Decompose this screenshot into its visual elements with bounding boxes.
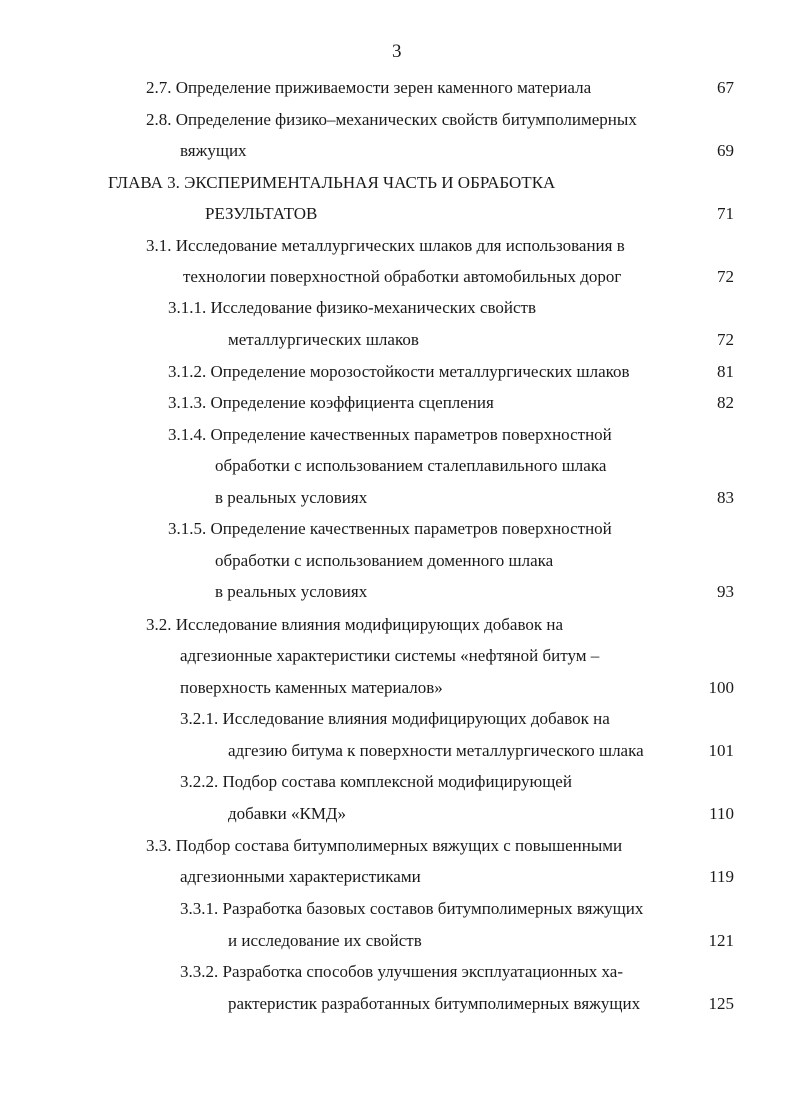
- toc-page-number: 119: [709, 867, 734, 886]
- toc-entry-line: обработки с использованием сталеплавильного шлака: [215, 456, 607, 475]
- toc-entry-line: добавки «КМД»: [228, 804, 347, 823]
- toc-entry-line: рактеристик разработанных битумполимерных вяжущих: [228, 994, 641, 1013]
- toc-page-number: 72: [717, 267, 734, 286]
- toc-entry-line: 3.1. Исследование металлургических шлаков для использования в: [146, 236, 625, 255]
- toc-entry-line: вяжущих: [180, 141, 247, 160]
- toc-entry-line: 2.7. Определение приживаемости зерен каменного материала: [146, 78, 592, 97]
- toc-entry-line: 3.1.2. Определение морозостойкости металлургических шлаков: [168, 362, 630, 381]
- toc-page-number: 93: [717, 582, 734, 601]
- toc-page-number: 101: [708, 741, 734, 760]
- toc-entry-line: адгезионными характеристиками: [180, 867, 421, 886]
- toc-entry-line: 3.3.1. Разработка базовых составов битумполимерных вяжущих: [180, 899, 644, 918]
- toc-page-number: 71: [717, 204, 734, 223]
- toc-entry-line: 3.2.2. Подбор состава комплексной модифицирующей: [180, 772, 572, 791]
- toc-page-number: 67: [717, 78, 734, 97]
- toc-entry-line: 3.3. Подбор состава битумполимерных вяжущих с повышенными: [146, 836, 623, 855]
- toc-page-number: 81: [717, 362, 734, 381]
- toc-entry-line: металлургических шлаков: [228, 330, 419, 349]
- toc-entry-line: 3.1.1. Исследование физико-механических свойств: [168, 298, 536, 317]
- toc-entry-line: РЕЗУЛЬТАТОВ: [205, 204, 318, 223]
- toc-entry-line: поверхность каменных материалов»: [180, 678, 443, 697]
- toc-entry-line: в реальных условиях: [215, 582, 368, 601]
- toc-page-number: 125: [708, 994, 734, 1013]
- toc-entry-line: 2.8. Определение физико–механических свойств битумполимерных: [146, 110, 637, 129]
- toc-entry-line: в реальных условиях: [215, 488, 368, 507]
- toc-entry-line: 3.1.5. Определение качественных параметров поверхностной: [168, 519, 612, 538]
- toc-entry-line: ГЛАВА 3. ЭКСПЕРИМЕНТАЛЬНАЯ ЧАСТЬ И ОБРАБОТКА: [108, 173, 556, 192]
- toc-page-number: 121: [708, 931, 734, 950]
- toc-entry-line: 3.3.2. Разработка способов улучшения эксплуатационных ха-: [180, 962, 624, 981]
- toc-entry-line: технологии поверхностной обработки автомобильных дорог: [183, 267, 622, 286]
- toc-page-number: 83: [717, 488, 734, 507]
- toc-page-number: 69: [717, 141, 734, 160]
- toc-entry-line: 3.2.1. Исследование влияния модифицирующих добавок на: [180, 709, 610, 728]
- toc-entry-line: 3.2. Исследование влияния модифицирующих добавок на: [146, 615, 564, 634]
- toc-entry-line: адгезионные характеристики системы «нефтяной битум –: [180, 646, 600, 665]
- page-number: 3: [392, 41, 402, 62]
- toc-entry-line: 3.1.3. Определение коэффициента сцепления: [168, 393, 494, 412]
- toc-entry-line: и исследование их свойств: [228, 931, 422, 950]
- toc-page-number: 72: [717, 330, 734, 349]
- toc-entry-line: обработки с использованием доменного шлака: [215, 551, 554, 570]
- toc-entry-line: адгезию битума к поверхности металлургического шлака: [228, 741, 644, 760]
- toc-page-number: 82: [717, 393, 734, 412]
- toc-page-number: 110: [709, 804, 734, 823]
- toc-page-number: 100: [708, 678, 734, 697]
- toc-entry-line: 3.1.4. Определение качественных параметров поверхностной: [168, 425, 612, 444]
